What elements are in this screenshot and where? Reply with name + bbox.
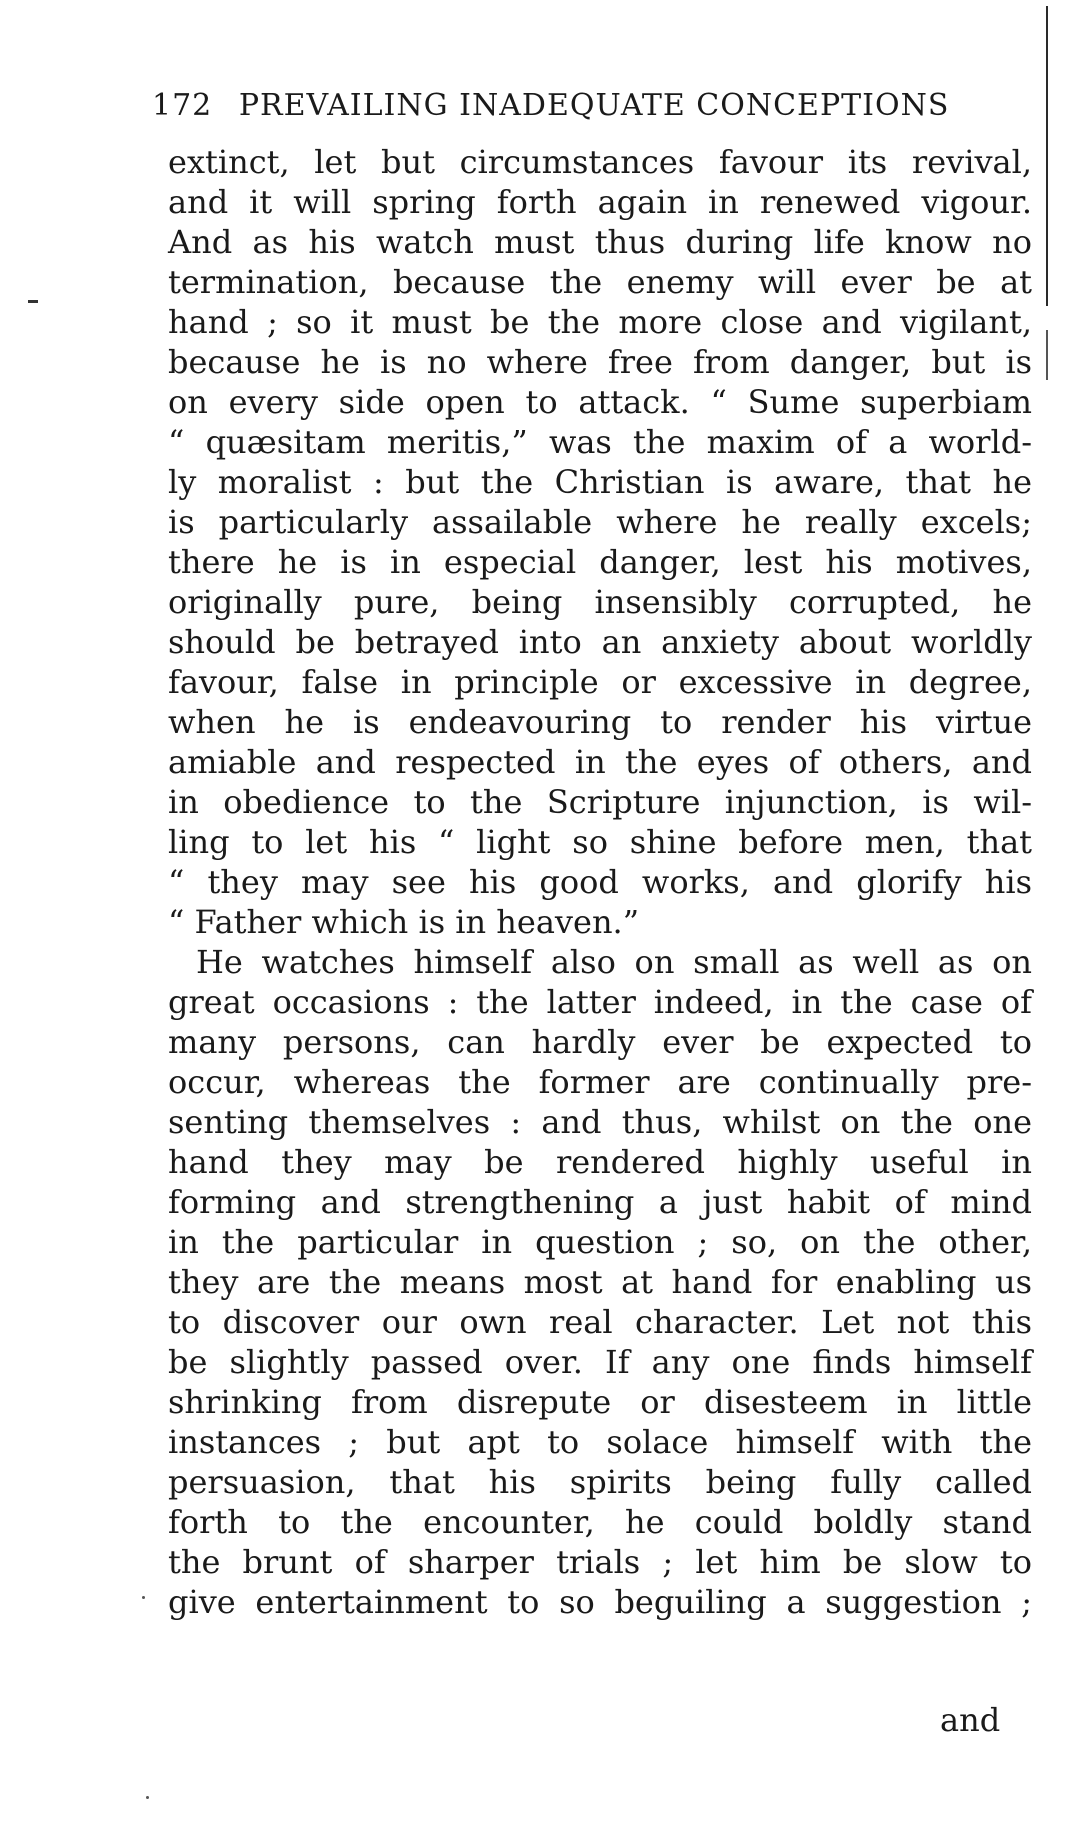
- running-header: [152, 88, 1012, 123]
- text-line: He watches himself also on small as well as on: [196, 943, 1032, 981]
- running-title: PREVAILING INADEQUATE CONCEPTIONS: [238, 88, 950, 123]
- page-number: 172: [152, 88, 213, 123]
- text-line: “ quæsitam meritis,” was the maxim of a world-: [168, 423, 1032, 461]
- text-line: because he is no where free from danger, but is: [168, 343, 1032, 381]
- text-line: ling to let his “ light so shine before men, that: [168, 823, 1032, 861]
- text-line: persuasion, that his spirits being fully called: [168, 1463, 1032, 1501]
- text-line: And as his watch must thus during life know no: [168, 223, 1032, 261]
- text-line: originally pure, being insensibly corrupted, he: [168, 583, 1032, 621]
- text-line: in obedience to the Scripture injunction, is wil-: [168, 783, 1032, 821]
- text-line: favour, false in principle or excessive in degree,: [168, 663, 1032, 701]
- text-line: instances ; but apt to solace himself with the: [168, 1423, 1032, 1461]
- margin-speck: [142, 1596, 145, 1599]
- text-line: there he is in especial danger, lest his motives,: [168, 543, 1032, 581]
- text-line: on every side open to attack. “ Sume superbiam: [168, 383, 1032, 421]
- text-line: to discover our own real character. Let not this: [168, 1303, 1032, 1341]
- text-line: hand they may be rendered highly useful in: [168, 1143, 1032, 1181]
- text-line: give entertainment to so beguiling a suggestion ;: [168, 1583, 1032, 1621]
- text-line: shrinking from disrepute or disesteem in little: [168, 1383, 1032, 1421]
- text-line: hand ; so it must be the more close and vigilant,: [168, 303, 1032, 341]
- body-text: [168, 142, 1032, 1622]
- text-line: the brunt of sharper trials ; let him be slow to: [168, 1543, 1032, 1581]
- text-line: and it will spring forth again in renewed vigour.: [168, 183, 1032, 221]
- text-line: extinct, let but circumstances favour its revival,: [168, 143, 1032, 181]
- text-line: be slightly passed over. If any one finds himself: [168, 1343, 1032, 1381]
- page-edge-rule-lower: [1046, 330, 1048, 380]
- text-line: in the particular in question ; so, on the other,: [168, 1223, 1032, 1261]
- text-line: forth to the encounter, he could boldly stand: [168, 1503, 1032, 1541]
- text-line: forming and strengthening a just habit of mind: [168, 1183, 1032, 1221]
- text-line: termination, because the enemy will ever be at: [168, 263, 1032, 301]
- text-line: great occasions : the latter indeed, in the case of: [168, 983, 1032, 1021]
- text-line: is particularly assailable where he really excels;: [168, 503, 1032, 541]
- text-line: “ they may see his good works, and glorify his: [168, 863, 1032, 901]
- margin-mark: [28, 300, 38, 303]
- text-line: occur, whereas the former are continually pre-: [168, 1063, 1032, 1101]
- text-line: should be betrayed into an anxiety about worldly: [168, 623, 1032, 661]
- text-line: amiable and respected in the eyes of others, and: [168, 743, 1032, 781]
- text-line: “ Father which is in heaven.”: [168, 903, 640, 941]
- paragraphs: [168, 142, 1032, 1622]
- text-line: senting themselves : and thus, whilst on the one: [168, 1103, 1032, 1141]
- text-line: many persons, can hardly ever be expected to: [168, 1023, 1032, 1061]
- text-line: they are the means most at hand for enabling us: [168, 1263, 1032, 1301]
- page-edge-rule: [1046, 6, 1048, 306]
- text-line: when he is endeavouring to render his virtue: [168, 703, 1032, 741]
- margin-speck: [146, 1796, 149, 1799]
- catchword: and: [940, 1701, 1001, 1739]
- text-line: ly moralist : but the Christian is aware, that he: [168, 463, 1032, 501]
